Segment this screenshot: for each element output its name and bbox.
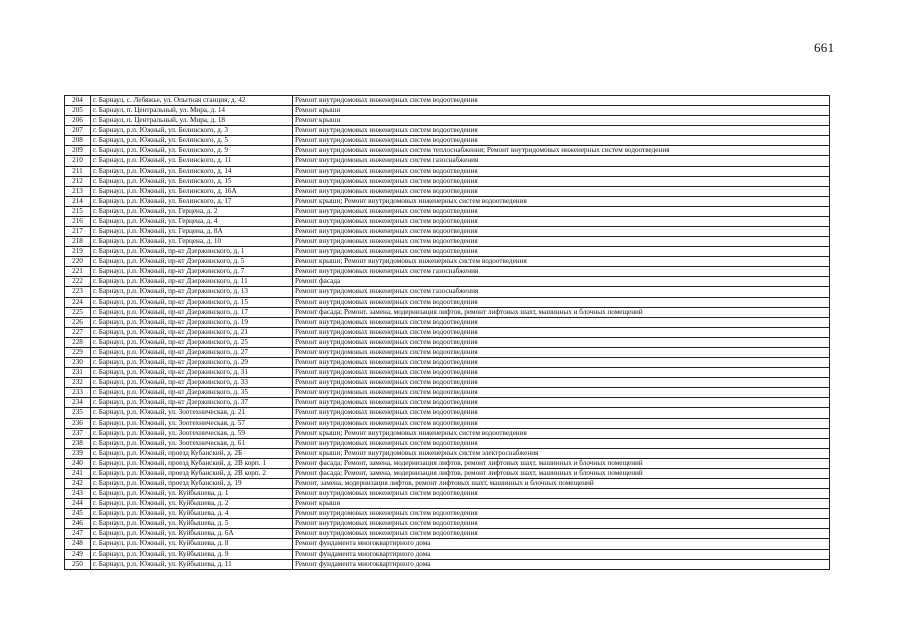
address-cell: г. Барнаул, р.п. Южный, пр-кт Дзержинского, д. 27 [91,347,293,357]
work-type-cell: Ремонт внутридомовых инженерных систем водоотведения [293,126,830,136]
work-type-cell: Ремонт внутридомовых инженерных систем теплоснабжения; Ремонт внутридомовых инженерных систем водоотведения [293,146,830,156]
row-number-cell: 224 [65,297,91,307]
table-row [65,347,830,357]
table-row [65,317,830,327]
address-cell: г. Барнаул, р.п. Южный, ул. Белинского, д. 11 [91,156,293,166]
work-type-cell: Ремонт внутридомовых инженерных систем водоотведения [293,378,830,388]
table-row [65,227,830,237]
row-number-cell: 246 [65,519,91,529]
address-cell: г. Барнаул, р.п. Южный, проезд Кубанский, д. 2В корп. 2 [91,468,293,478]
table-row [65,297,830,307]
table-row [65,428,830,438]
table-row [65,509,830,519]
address-cell: г. Барнаул, р.п. Южный, ул. Куйбышева, д. 4 [91,509,293,519]
table-row [65,327,830,337]
work-type-cell: Ремонт внутридомовых инженерных систем водоотведения [293,317,830,327]
address-cell: г. Барнаул, р.п. Южный, ул. Белинского, д. 15 [91,176,293,186]
row-number-cell: 235 [65,408,91,418]
row-number-cell: 220 [65,257,91,267]
address-cell: г. Барнаул, р.п. Южный, пр-кт Дзержинского, д. 11 [91,277,293,287]
address-cell: г. Барнаул, с. Лебяжье, ул. Опытная станция, д. 42 [91,96,293,106]
table-row [65,549,830,559]
table-row [65,529,830,539]
table-row [65,559,830,569]
row-number-cell: 230 [65,358,91,368]
work-type-cell: Ремонт внутридомовых инженерных систем водоотведения [293,237,830,247]
work-type-cell: Ремонт, замена, модернизация лифтов, ремонт лифтовых шахт, машинных и блочных помещений [293,478,830,488]
page-number: 661 [814,40,835,55]
work-type-cell: Ремонт внутридомовых инженерных систем водоотведения [293,327,830,337]
table-row [65,398,830,408]
registry-table [64,95,830,570]
address-cell: г. Барнаул, р.п. Южный, проезд Кубанский, д. 2Б [91,448,293,458]
row-number-cell: 234 [65,398,91,408]
work-type-cell: Ремонт внутридомовых инженерных систем водоотведения [293,519,830,529]
address-cell: г. Барнаул, р.п. Южный, ул. Белинского, д. 16А [91,186,293,196]
work-type-cell: Ремонт внутридомовых инженерных систем газоснабжения [293,156,830,166]
table-row [65,126,830,136]
work-type-cell: Ремонт крыши; Ремонт внутридомовых инженерных систем водоотведения [293,257,830,267]
work-type-cell: Ремонт внутридомовых инженерных систем водоотведения [293,388,830,398]
address-cell: г. Барнаул, р.п. Южный, пр-кт Дзержинского, д. 7 [91,267,293,277]
row-number-cell: 222 [65,277,91,287]
table-row [65,136,830,146]
address-cell: г. Барнаул, р.п. Южный, ул. Куйбышева, д. 6А [91,529,293,539]
work-type-cell: Ремонт внутридомовых инженерных систем водоотведения [293,186,830,196]
table-row [65,468,830,478]
address-cell: г. Барнаул, р.п. Южный, пр-кт Дзержинского, д. 17 [91,307,293,317]
work-type-cell: Ремонт фасада; Ремонт, замена, модернизация лифтов, ремонт лифтовых шахт, машинных и блочных помещений [293,307,830,317]
row-number-cell: 247 [65,529,91,539]
table-row [65,176,830,186]
work-type-cell: Ремонт внутридомовых инженерных систем водоотведения [293,337,830,347]
work-type-cell: Ремонт фасада; Ремонт, замена, модернизация лифтов, ремонт лифтовых шахт, машинных и блочных помещений [293,468,830,478]
work-type-cell: Ремонт внутридомовых инженерных систем газоснабжения [293,287,830,297]
row-number-cell: 225 [65,307,91,317]
address-cell: г. Барнаул, р.п. Южный, пр-кт Дзержинского, д. 25 [91,337,293,347]
table-row [65,166,830,176]
work-type-cell: Ремонт крыши; Ремонт внутридомовых инженерных систем водоотведения [293,428,830,438]
table-row [65,287,830,297]
table-row [65,448,830,458]
table-row [65,438,830,448]
row-number-cell: 233 [65,388,91,398]
address-cell: г. Барнаул, р.п. Южный, пр-кт Дзержинского, д. 1 [91,247,293,257]
table-row [65,408,830,418]
address-cell: г. Барнаул, р.п. Южный, ул. Герцена, д. 2 [91,206,293,216]
address-cell: г. Барнаул, р.п. Южный, ул. Белинского, д. 5 [91,136,293,146]
row-number-cell: 205 [65,106,91,116]
registry-table-body [65,96,830,570]
table-row [65,358,830,368]
row-number-cell: 216 [65,216,91,226]
table-row [65,96,830,106]
row-number-cell: 231 [65,368,91,378]
address-cell: г. Барнаул, п. Центральный, ул. Мира, д. 18 [91,116,293,126]
row-number-cell: 217 [65,227,91,237]
address-cell: г. Барнаул, р.п. Южный, ул. Куйбышева, д. 2 [91,499,293,509]
work-type-cell: Ремонт крыши [293,499,830,509]
table-row [65,307,830,317]
table-row [65,499,830,509]
row-number-cell: 245 [65,509,91,519]
address-cell: г. Барнаул, р.п. Южный, пр-кт Дзержинского, д. 5 [91,257,293,267]
row-number-cell: 243 [65,489,91,499]
row-number-cell: 244 [65,499,91,509]
row-number-cell: 210 [65,156,91,166]
table-row [65,267,830,277]
row-number-cell: 214 [65,196,91,206]
work-type-cell: Ремонт внутридомовых инженерных систем водоотведения [293,489,830,499]
table-row [65,489,830,499]
address-cell: г. Барнаул, р.п. Южный, пр-кт Дзержинского, д. 29 [91,358,293,368]
row-number-cell: 219 [65,247,91,257]
address-cell: г. Барнаул, р.п. Южный, ул. Куйбышева, д. 1 [91,489,293,499]
work-type-cell: Ремонт фундамента многоквартирного дома [293,549,830,559]
table-row [65,539,830,549]
row-number-cell: 212 [65,176,91,186]
table-row [65,277,830,287]
work-type-cell: Ремонт внутридомовых инженерных систем водоотведения [293,206,830,216]
table-row [65,186,830,196]
address-cell: г. Барнаул, р.п. Южный, пр-кт Дзержинского, д. 35 [91,388,293,398]
work-type-cell: Ремонт внутридомовых инженерных систем водоотведения [293,358,830,368]
row-number-cell: 240 [65,458,91,468]
address-cell: г. Барнаул, р.п. Южный, ул. Куйбышева, д. 9 [91,549,293,559]
work-type-cell: Ремонт внутридомовых инженерных систем газоснабжения [293,267,830,277]
address-cell: г. Барнаул, р.п. Южный, пр-кт Дзержинского, д. 15 [91,297,293,307]
work-type-cell: Ремонт внутридомовых инженерных систем водоотведения [293,509,830,519]
row-number-cell: 242 [65,478,91,488]
address-cell: г. Барнаул, р.п. Южный, проезд Кубанский, д. 2В корп. 1 [91,458,293,468]
row-number-cell: 239 [65,448,91,458]
work-type-cell: Ремонт внутридомовых инженерных систем водоотведения [293,166,830,176]
table-row [65,106,830,116]
row-number-cell: 227 [65,327,91,337]
address-cell: г. Барнаул, р.п. Южный, ул. Герцена, д. 8А [91,227,293,237]
table-row [65,388,830,398]
table-row [65,146,830,156]
address-cell: г. Барнаул, р.п. Южный, ул. Белинского, д. 9 [91,146,293,156]
row-number-cell: 209 [65,146,91,156]
work-type-cell: Ремонт внутридомовых инженерных систем водоотведения [293,438,830,448]
work-type-cell: Ремонт внутридомовых инженерных систем водоотведения [293,408,830,418]
row-number-cell: 218 [65,237,91,247]
row-number-cell: 223 [65,287,91,297]
table-row [65,216,830,226]
row-number-cell: 213 [65,186,91,196]
row-number-cell: 250 [65,559,91,569]
table-row [65,237,830,247]
table-row [65,156,830,166]
address-cell: г. Барнаул, р.п. Южный, пр-кт Дзержинского, д. 19 [91,317,293,327]
work-type-cell: Ремонт внутридомовых инженерных систем водоотведения [293,398,830,408]
row-number-cell: 221 [65,267,91,277]
address-cell: г. Барнаул, р.п. Южный, ул. Белинского, д. 3 [91,126,293,136]
address-cell: г. Барнаул, р.п. Южный, ул. Белинского, д. 14 [91,166,293,176]
work-type-cell: Ремонт фасада [293,277,830,287]
row-number-cell: 249 [65,549,91,559]
row-number-cell: 229 [65,347,91,357]
work-type-cell: Ремонт крыши [293,116,830,126]
row-number-cell: 232 [65,378,91,388]
address-cell: г. Барнаул, п. Центральный, ул. Мира, д. 14 [91,106,293,116]
row-number-cell: 207 [65,126,91,136]
table-row [65,418,830,428]
address-cell: г. Барнаул, р.п. Южный, ул. Герцена, д. 4 [91,216,293,226]
row-number-cell: 248 [65,539,91,549]
row-number-cell: 241 [65,468,91,478]
table-row [65,378,830,388]
table-row [65,206,830,216]
table-row [65,458,830,468]
row-number-cell: 237 [65,428,91,438]
table-row [65,368,830,378]
address-cell: г. Барнаул, р.п. Южный, ул. Зоотехническая, д. 61 [91,438,293,448]
work-type-cell: Ремонт внутридомовых инженерных систем водоотведения [293,297,830,307]
work-type-cell: Ремонт фасада; Ремонт, замена, модернизация лифтов, ремонт лифтовых шахт, машинных и блочных помещений [293,458,830,468]
work-type-cell: Ремонт внутридомовых инженерных систем водоотведения [293,368,830,378]
address-cell: г. Барнаул, р.п. Южный, пр-кт Дзержинского, д. 31 [91,368,293,378]
work-type-cell: Ремонт внутридомовых инженерных систем водоотведения [293,418,830,428]
work-type-cell: Ремонт внутридомовых инженерных систем водоотведения [293,227,830,237]
row-number-cell: 211 [65,166,91,176]
table-row [65,257,830,267]
row-number-cell: 238 [65,438,91,448]
work-type-cell: Ремонт внутридомовых инженерных систем водоотведения [293,96,830,106]
work-type-cell: Ремонт крыши; Ремонт внутридомовых инженерных систем водоотведения [293,196,830,206]
address-cell: г. Барнаул, р.п. Южный, пр-кт Дзержинского, д. 37 [91,398,293,408]
table-row [65,116,830,126]
address-cell: г. Барнаул, р.п. Южный, ул. Зоотехническая, д. 57 [91,418,293,428]
work-type-cell: Ремонт крыши [293,106,830,116]
work-type-cell: Ремонт крыши; Ремонт внутридомовых инженерных систем электроснабжения [293,448,830,458]
table-row [65,519,830,529]
work-type-cell: Ремонт внутридомовых инженерных систем водоотведения [293,216,830,226]
row-number-cell: 226 [65,317,91,327]
work-type-cell: Ремонт внутридомовых инженерных систем водоотведения [293,347,830,357]
address-cell: г. Барнаул, р.п. Южный, пр-кт Дзержинского, д. 13 [91,287,293,297]
work-type-cell: Ремонт внутридомовых инженерных систем водоотведения [293,247,830,257]
work-type-cell: Ремонт внутридомовых инженерных систем водоотведения [293,529,830,539]
address-cell: г. Барнаул, р.п. Южный, ул. Куйбышева, д. 5 [91,519,293,529]
address-cell: г. Барнаул, р.п. Южный, ул. Куйбышева, д. 11 [91,559,293,569]
work-type-cell: Ремонт фундамента многоквартирного дома [293,559,830,569]
address-cell: г. Барнаул, р.п. Южный, пр-кт Дзержинского, д. 21 [91,327,293,337]
row-number-cell: 236 [65,418,91,428]
work-type-cell: Ремонт внутридомовых инженерных систем водоотведения [293,176,830,186]
row-number-cell: 204 [65,96,91,106]
address-cell: г. Барнаул, р.п. Южный, ул. Герцена, д. 10 [91,237,293,247]
row-number-cell: 228 [65,337,91,347]
address-cell: г. Барнаул, р.п. Южный, ул. Зоотехническая, д. 59 [91,428,293,438]
table-row [65,247,830,257]
address-cell: г. Барнаул, р.п. Южный, ул. Белинского, д. 17 [91,196,293,206]
address-cell: г. Барнаул, р.п. Южный, ул. Куйбышева, д. 8 [91,539,293,549]
row-number-cell: 208 [65,136,91,146]
row-number-cell: 215 [65,206,91,216]
address-cell: г. Барнаул, р.п. Южный, проезд Кубанский, д. 19 [91,478,293,488]
table-row [65,478,830,488]
row-number-cell: 206 [65,116,91,126]
address-cell: г. Барнаул, р.п. Южный, ул. Зоотехническая, д. 21 [91,408,293,418]
address-cell: г. Барнаул, р.п. Южный, пр-кт Дзержинского, д. 33 [91,378,293,388]
table-row [65,337,830,347]
work-type-cell: Ремонт внутридомовых инженерных систем водоотведения [293,136,830,146]
work-type-cell: Ремонт фундамента многоквартирного дома [293,539,830,549]
table-row [65,196,830,206]
